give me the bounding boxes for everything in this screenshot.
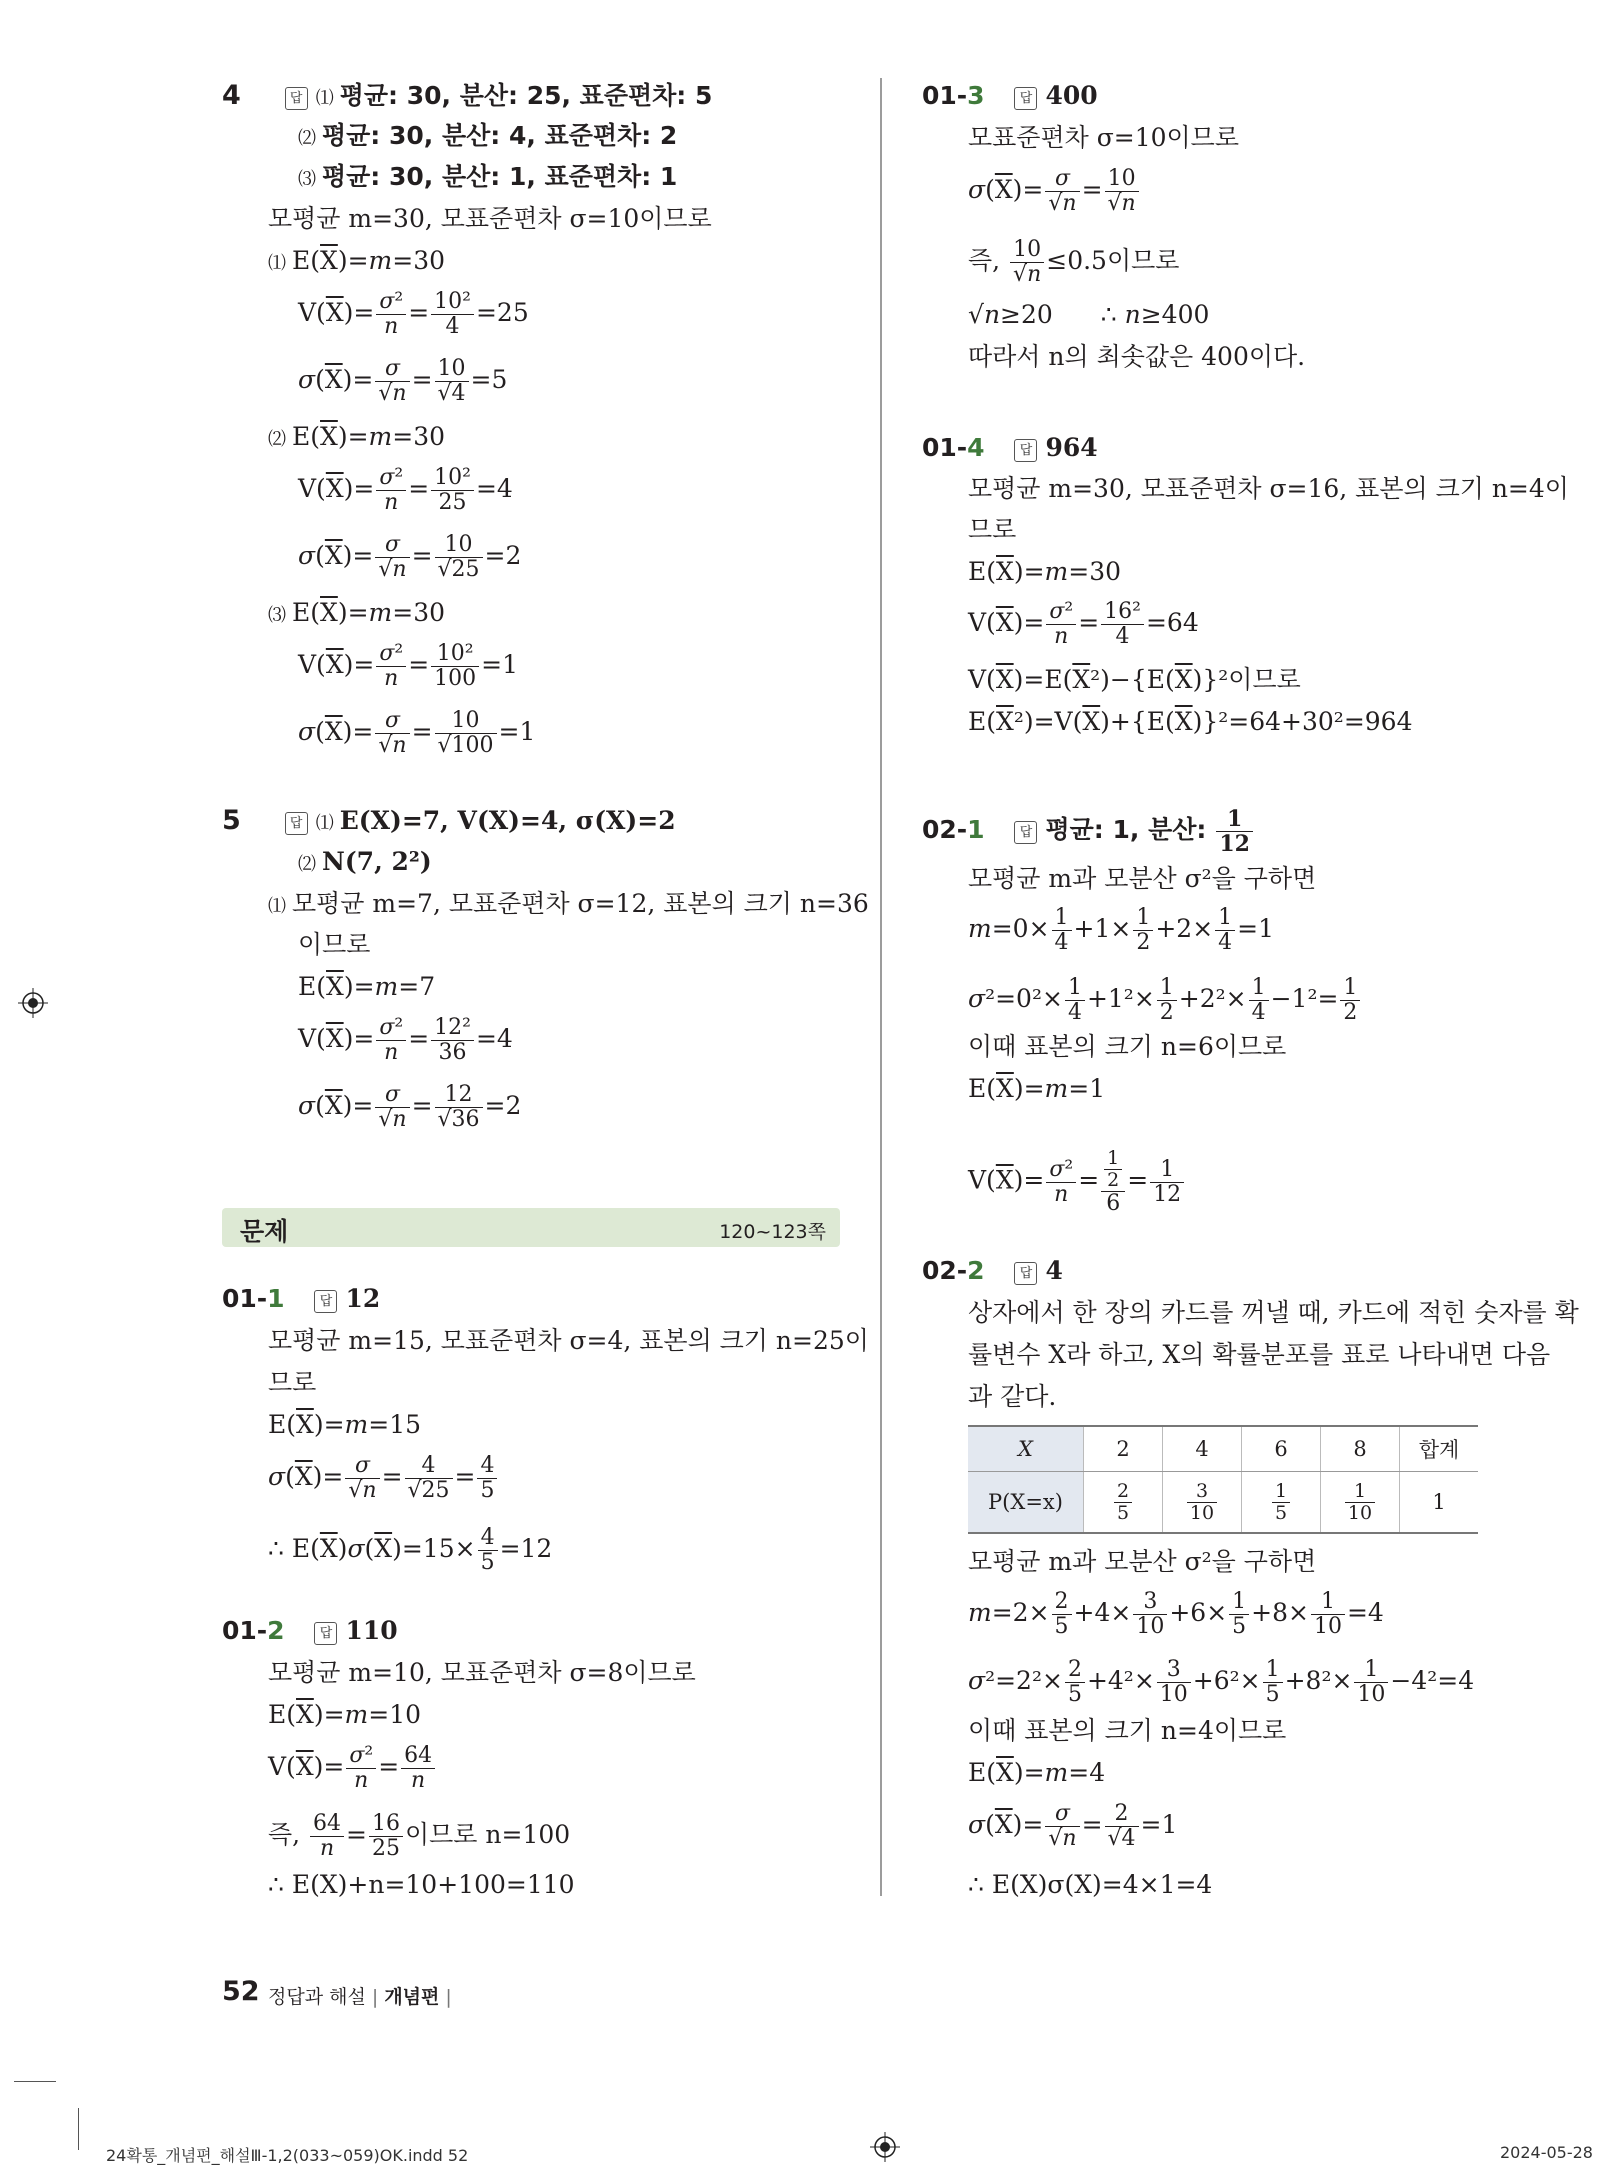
registration-mark-icon bbox=[18, 988, 48, 1018]
answer-text: E(X)=7, V(X)=4, σ(X)=2 bbox=[339, 806, 676, 835]
math-line: $\sigma(\overline{X})=$ $\frac{\sigma}{√n}$ = $\frac{10}{√n}$ bbox=[968, 167, 1141, 216]
answer-box-icon: 답 bbox=[285, 87, 308, 110]
math-line: σ²=0²× $\frac{1}{4}$ +1²× $\frac{1}{2}$ +2²× $\frac{1}{4}$ −1²= $\frac{1}{2}$ bbox=[968, 976, 1362, 1025]
print-slug-date: 2024-05-28 bbox=[1500, 2143, 1593, 2162]
table-cell: $\frac{3}{10}$ bbox=[1163, 1472, 1242, 1534]
answer-text: 4 bbox=[1045, 1256, 1063, 1285]
answer-text: 110 bbox=[345, 1616, 398, 1645]
answer-box-icon: 답 bbox=[1014, 821, 1037, 844]
math-line: $\sigma(\overline{X})=$ $\frac{\sigma}{√n}$ = $\frac{10}{√100}$ =1 bbox=[298, 708, 536, 758]
probability-distribution-table bbox=[968, 1425, 1478, 1534]
answer-box-icon: 답 bbox=[1014, 1262, 1037, 1285]
page-number: 52 bbox=[222, 1976, 260, 2007]
print-slug-file: 24확통_개념편_해설Ⅲ-1,2(033~059)OK.indd 52 bbox=[106, 2146, 469, 2165]
column-divider bbox=[880, 78, 882, 1896]
math-line: ⑶ $E(\overline{X})=m=30$ bbox=[268, 598, 446, 627]
solution-text: 모평균 m=10, 모표준편차 σ=8이므로 bbox=[268, 1658, 696, 1687]
table-cell: $\frac{1}{10}$ bbox=[1321, 1472, 1400, 1534]
table-header-cell: 6 bbox=[1242, 1426, 1321, 1472]
math-line: ∴ E(X)+n=10+100=110 bbox=[268, 1870, 575, 1899]
math-line: $V(\overline{X})=$ $\frac{\text{σ²}}{n}$ = $\frac{\text{10²}}{100}$ =1 bbox=[298, 641, 518, 691]
solution-text: 모평균 m=30, 모표준편차 σ=10이므로 bbox=[268, 204, 712, 233]
table-cell: $\frac{1}{5}$ bbox=[1242, 1472, 1321, 1534]
math-line: $\sigma(\overline{X})=$ $\frac{\sigma}{√n}$ = $\frac{12}{√36}$ =2 bbox=[298, 1082, 522, 1132]
problem-02-2-header: 02-2 답 4 bbox=[922, 1256, 1063, 1285]
problem-01-2-header: 01-2 답 110 bbox=[222, 1616, 398, 1645]
math-line: $E(\overline{X})=m=30$ bbox=[968, 557, 1122, 586]
math-line: $V(\overline{X})=$ $\frac{\text{σ²}}{n}$ = $\frac{\text{16²}}{4}$ =64 bbox=[968, 599, 1199, 649]
solution-text: 므로 bbox=[968, 515, 1017, 544]
math-line: $E(\overline{X})=m=7$ bbox=[298, 972, 436, 1001]
answer-box-icon: 답 bbox=[285, 812, 308, 835]
solution-text: 이므로 bbox=[298, 930, 371, 959]
table-row bbox=[968, 1472, 1478, 1534]
solution-text: 이때 표본의 크기 n=4이므로 bbox=[968, 1716, 1287, 1745]
solution-text: 모평균 m=30, 모표준편차 σ=16, 표본의 크기 n=4이 bbox=[968, 474, 1569, 503]
solution-text: 상자에서 한 장의 카드를 꺼낼 때, 카드에 적힌 숫자를 확 bbox=[968, 1298, 1579, 1327]
answer-box-icon: 답 bbox=[1014, 439, 1037, 462]
math-line: $V(\overline{X})=$ $\frac{\text{σ²}}{n}$ = $\frac{\text{12²}}{36}$ =4 bbox=[298, 1015, 513, 1065]
answer-text: 400 bbox=[1045, 81, 1098, 110]
solution-text: ⑴ 모평균 m=7, 모표준편차 σ=12, 표본의 크기 n=36 bbox=[268, 889, 869, 918]
answer-box-icon: 답 bbox=[1014, 87, 1037, 110]
problem-01-3-header: 01-3 답 400 bbox=[922, 81, 1098, 110]
math-line: $V(\overline{X})=$ $\frac{\text{σ²}}{n}$ = $\frac{64}{n}$ bbox=[268, 1744, 437, 1793]
solution-text: 따라서 n의 최솟값은 400이다. bbox=[968, 342, 1306, 371]
answer-text: 평균: 30, 분산: 1, 표준편차: 1 bbox=[322, 162, 678, 191]
math-line: ∴ $E(\overline{X})\sigma(\overline{X})=15\times$ $\frac{4}{5}$ =12 bbox=[268, 1525, 553, 1575]
problem-5-answer-2: ⑵ N(7, 2²) bbox=[298, 847, 432, 876]
math-line: $\sigma(\overline{X})=$ $\frac{\sigma}{√n}$ = $\frac{2}{√4}$ =1 bbox=[968, 1801, 1178, 1851]
answer-text: 평균: 30, 분산: 25, 표준편차: 5 bbox=[339, 81, 713, 110]
math-line: $V(\overline{X})=$ $\frac{\text{σ²}}{n}$ = $\frac{\frac{1}{2}}{6}$ = $\frac{1}{12}$ bbox=[968, 1148, 1186, 1216]
math-line: $E(\overline{X})=m=10$ bbox=[268, 1700, 422, 1729]
math-line: m=2× $\frac{2}{5}$ +4× $\frac{3}{10}$ +6× $\frac{1}{5}$ +8× $\frac{1}{10}$ =4 bbox=[968, 1589, 1384, 1639]
registration-mark-icon bbox=[870, 2132, 900, 2162]
math-line: $E(\overline{X})=m=1$ bbox=[968, 1074, 1106, 1103]
math-line: ∴ E(X)σ(X)=4×1=4 bbox=[968, 1870, 1213, 1899]
problem-4-answer-1: 4 답 ⑴ 평균: 30, 분산: 25, 표준편차: 5 bbox=[222, 80, 713, 111]
table-header-cell: 합계 bbox=[1400, 1426, 1479, 1472]
table-header-cell: 8 bbox=[1321, 1426, 1400, 1472]
math-line: $\sigma(\overline{X})=$ $\frac{\sigma}{√n}$ = $\frac{10}{√25}$ =2 bbox=[298, 532, 522, 582]
math-line: $\sigma(\overline{X})=$ $\frac{\sigma}{√n}$ = $\frac{4}{√25}$ = $\frac{4}{5}$ bbox=[268, 1454, 499, 1503]
math-line: $\sigma(\overline{X})=$ $\frac{\sigma}{√n}$ = $\frac{10}{√4}$ =5 bbox=[298, 356, 508, 406]
solution-text: 므로 bbox=[268, 1368, 317, 1397]
math-line: 즉, $\frac{10}{√n}$ ≤0.5이므로 bbox=[968, 237, 1180, 287]
math-line: σ²=2²× $\frac{2}{5}$ +4²× $\frac{3}{10}$ +6²× $\frac{1}{5}$ +8²× $\frac{1}{10}$ −4²=4 bbox=[968, 1657, 1475, 1707]
math-line: $E(\overline{X})=m=4$ bbox=[968, 1758, 1106, 1787]
section-title: 문제 bbox=[240, 1217, 289, 1246]
problem-number: 4 bbox=[222, 80, 241, 111]
problem-number: 5 bbox=[222, 805, 241, 836]
solution-text: 률변수 X라 하고, X의 확률분포를 표로 나타내면 다음 bbox=[968, 1340, 1551, 1369]
solution-text: 모평균 m과 모분산 σ²을 구하면 bbox=[968, 1547, 1317, 1576]
answer-text: 12 bbox=[345, 1284, 381, 1313]
problem-01-1-header: 01-1 답 12 bbox=[222, 1284, 381, 1313]
math-line: ⑴ $E(\overline{X})=m=30$ bbox=[268, 246, 446, 275]
math-line: $E(\overline{X}^2)=V(\overline{X})+\{E(\overline{X})\}^2=64+30^2=964$ bbox=[968, 707, 1413, 736]
solution-text: 이때 표본의 크기 n=6이므로 bbox=[968, 1032, 1287, 1061]
solution-text: 과 같다. bbox=[968, 1382, 1057, 1411]
table-cell: $\frac{2}{5}$ bbox=[1084, 1472, 1163, 1534]
problem-02-1-header: 02-1 답 평균: 1, 분산: $\frac{1}{12}$ bbox=[922, 807, 1255, 856]
problem-5-answer-1: 5 답 ⑴ E(X)=7, V(X)=4, σ(X)=2 bbox=[222, 805, 676, 836]
math-line: 즉, $\frac{64}{n}$ = $\frac{16}{25}$ 이므로 n=100 bbox=[268, 1811, 571, 1861]
table-header-cell: 4 bbox=[1163, 1426, 1242, 1472]
math-line: √n≥20 ∴ n≥400 bbox=[968, 300, 1210, 329]
answer-text: 평균: 30, 분산: 4, 표준편차: 2 bbox=[322, 121, 678, 150]
table-cell: 1 bbox=[1400, 1472, 1479, 1534]
solution-text: 모평균 m과 모분산 σ²을 구하면 bbox=[968, 864, 1317, 893]
section-page-range: 120~123쪽 bbox=[719, 1221, 826, 1243]
solution-text: 모평균 m=15, 모표준편차 σ=4, 표본의 크기 n=25이 bbox=[268, 1326, 869, 1355]
section-banner bbox=[222, 1208, 840, 1247]
math-line: $E(\overline{X})=m=15$ bbox=[268, 1410, 422, 1439]
table-header-cell: X bbox=[968, 1426, 1084, 1472]
problem-4-answer-3: ⑶ 평균: 30, 분산: 1, 표준편차: 1 bbox=[298, 162, 678, 191]
crop-mark bbox=[78, 2108, 79, 2150]
problem-4-answer-2: ⑵ 평균: 30, 분산: 4, 표준편차: 2 bbox=[298, 121, 678, 150]
answer-text: 평균: 1, 분산: bbox=[1045, 815, 1207, 844]
answer-box-icon: 답 bbox=[314, 1290, 337, 1313]
math-line: ⑵ $E(\overline{X})=m=30$ bbox=[268, 422, 446, 451]
table-row bbox=[968, 1426, 1478, 1472]
solution-text: 모표준편차 σ=10이므로 bbox=[968, 123, 1239, 152]
math-line: $V(\overline{X})=$ $\frac{\text{σ²}}{n}$ = $\frac{\text{10²}}{25}$ =4 bbox=[298, 465, 513, 515]
table-row-label: P(X=x) bbox=[968, 1472, 1084, 1534]
crop-mark bbox=[14, 2081, 56, 2082]
math-line: m=0× $\frac{1}{4}$ +1× $\frac{1}{2}$ +2× $\frac{1}{4}$ =1 bbox=[968, 905, 1275, 955]
page-footer-title: 정답과 해설 | 개념편 | bbox=[268, 1986, 452, 2008]
answer-box-icon: 답 bbox=[314, 1622, 337, 1645]
math-line: $V(\overline{X})=E(\overline{X}^2)-\{E(\overline{X})\}^2$이므로 bbox=[968, 665, 1301, 694]
table-header-cell: 2 bbox=[1084, 1426, 1163, 1472]
math-line: $V(\overline{X})=$ $\frac{\text{σ²}}{n}$ = $\frac{\text{10²}}{4}$ =25 bbox=[298, 289, 529, 339]
answer-text: N(7, 2²) bbox=[322, 847, 432, 876]
problem-01-4-header: 01-4 답 964 bbox=[922, 433, 1098, 462]
answer-text: 964 bbox=[1045, 433, 1098, 462]
